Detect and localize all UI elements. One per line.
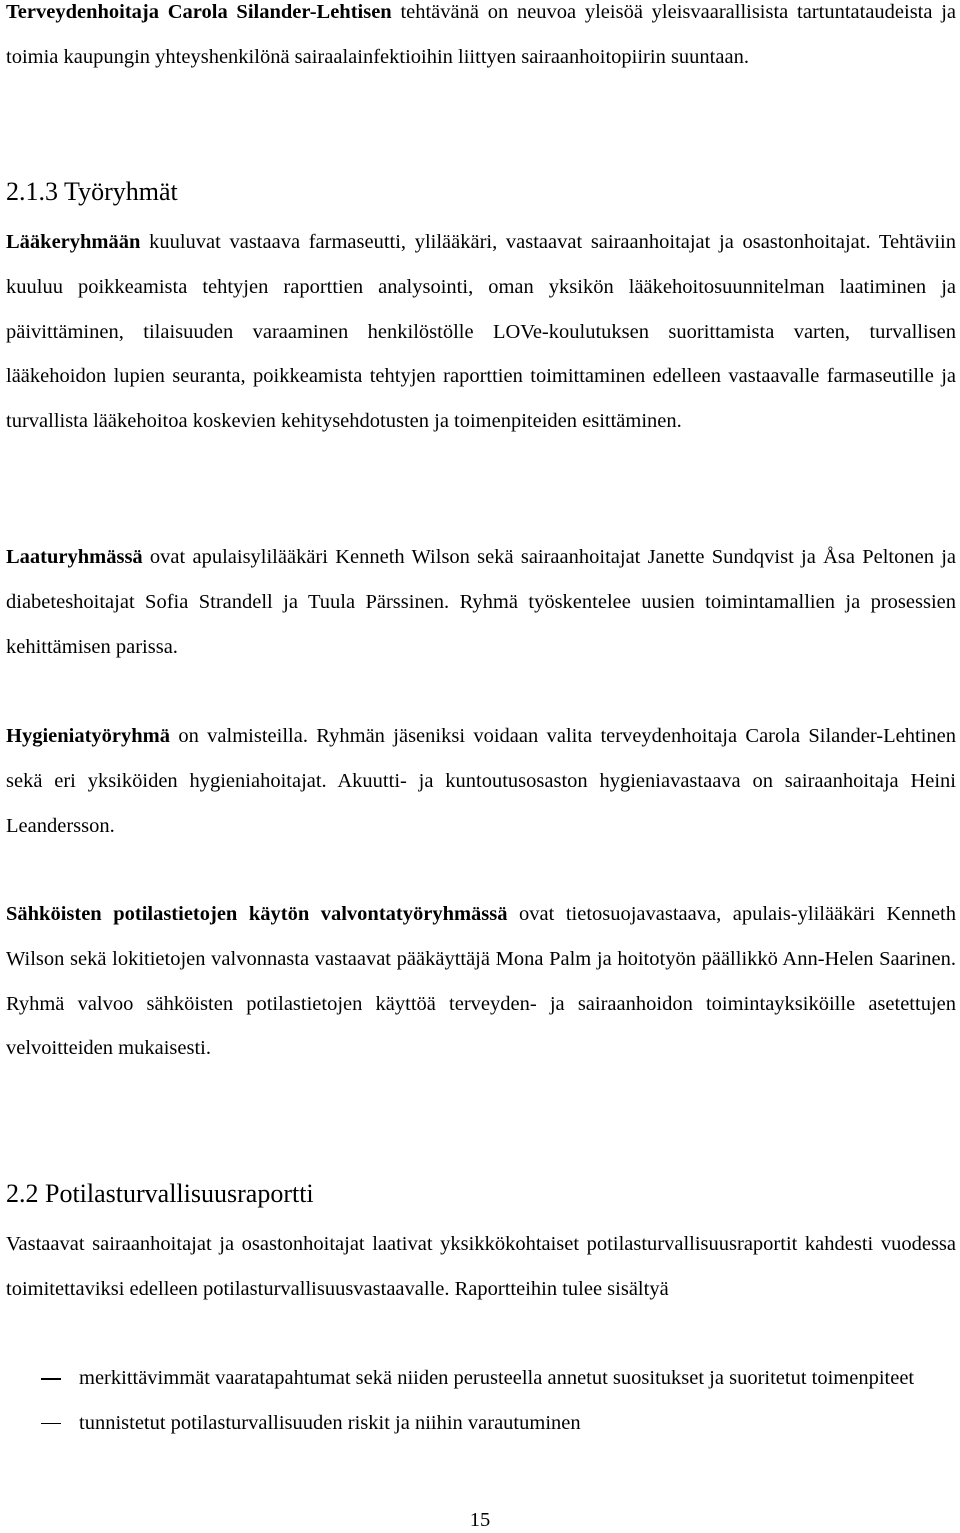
paragraph-text: Vastaavat sairaanhoitajat ja osastonhoitajat laativat yksikkökohtaiset potilasturvallisuusraportit kahdesti vuodessa toimitettaviksi edelleen potilasturvallisuusvastaavalle. Raportteihin tulee sisältyä: [6, 1233, 956, 1300]
paragraph-text: ovat apulaisylilääkäri Kenneth Wilson sekä sairaanhoitajat Janette Sundqvist ja Åsa Peltonen ja diabeteshoitajat Sofia Strandell ja Tuula Pärssinen. Ryhmä työskentelee uusien toimintamallien ja prosessien kehittämisen parissa.: [6, 546, 956, 658]
dash-bullet-icon: [41, 1423, 61, 1425]
page-number: 15: [469, 1509, 491, 1531]
bold-lead: Lääkeryhmään: [6, 231, 141, 253]
paragraph-terveydenhoitaja: [6, 0, 956, 80]
bold-lead: Terveydenhoitaja Carola Silander-Lehtisen: [6, 1, 392, 23]
bold-lead: Laaturyhmässä: [6, 546, 143, 568]
bold-lead: Hygieniatyöryhmä: [6, 725, 170, 747]
section-heading-2-2: 2.2 Potilasturvallisuusraportti: [6, 1179, 314, 1208]
list-item-text: tunnistetut potilasturvallisuuden riskit ja niihin varautuminen: [79, 1411, 581, 1434]
paragraph-sahkoinen: [6, 892, 956, 1071]
dash-bullet-icon: [41, 1378, 61, 1380]
list-item: [6, 1356, 956, 1401]
paragraph-text: kuuluvat vastaava farmaseutti, ylilääkäri, vastaavat sairaanhoitajat ja osastonhoitajat. Tehtäviin kuuluu poikkeamista tehtyjen raporttien analysointi, oman yksikön lääkehoitosuunnitelman laatiminen ja päivittäminen, tilaisuuden varaaminen henkilöstölle LOVe-koulutuksen suorittamista varten, turvallisen lääkehoidon lupien seuranta, poikkeamista tehtyjen raporttien toimittaminen edelleen vastaavalle farmaseutille ja turvallista lääkehoitoa koskevien kehitysehdotusten ja toimenpiteiden esittäminen.: [6, 231, 956, 433]
paragraph-text: tehtävänä on neuvoa yleisöä yleisvaarallisista tartuntataudeista ja toimia kaupungin yhteyshenkilönä sairaalainfektioihin liittyen sairaanhoitopiirin suuntaan.: [6, 1, 957, 68]
paragraph-hygienia: [6, 714, 956, 848]
paragraph-text: ovat tietosuojavastaava, apulais-ylilääkäri Kenneth Wilson sekä lokitietojen valvonnasta vastaavat pääkäyttäjä Mona Palm ja hoitotyön päällikkö Ann-Helen Saarinen. Ryhmä valvoo sähköisten potilastietojen käyttöä terveyden- ja sairaanhoidon toimintayksiköille asetettujen velvoitteiden mukaisesti.: [6, 903, 956, 1060]
paragraph-text: on valmisteilla. Ryhmän jäseniksi voidaan valita terveydenhoitaja Carola Silander-Lehtinen sekä eri yksiköiden hygieniahoitajat. Akuutti- ja kuntoutusosaston hygieniavastaava on sairaanhoitaja Heini Leandersson.: [6, 725, 956, 837]
section-heading-2-1-3: 2.1.3 Työryhmät: [6, 177, 178, 206]
list-item: [6, 1401, 956, 1446]
bold-lead: Sähköisten potilastietojen käytön valvontatyöryhmässä: [6, 903, 508, 925]
paragraph-laakeryhma: [6, 220, 956, 444]
paragraph-laaturyhma: [6, 535, 956, 669]
report-contents-list: [6, 1356, 956, 1446]
paragraph-raportti: [6, 1222, 956, 1312]
list-item-text: merkittävimmät vaaratapahtumat sekä niiden perusteella annetut suositukset ja suoritetut toimenpiteet: [79, 1367, 915, 1389]
